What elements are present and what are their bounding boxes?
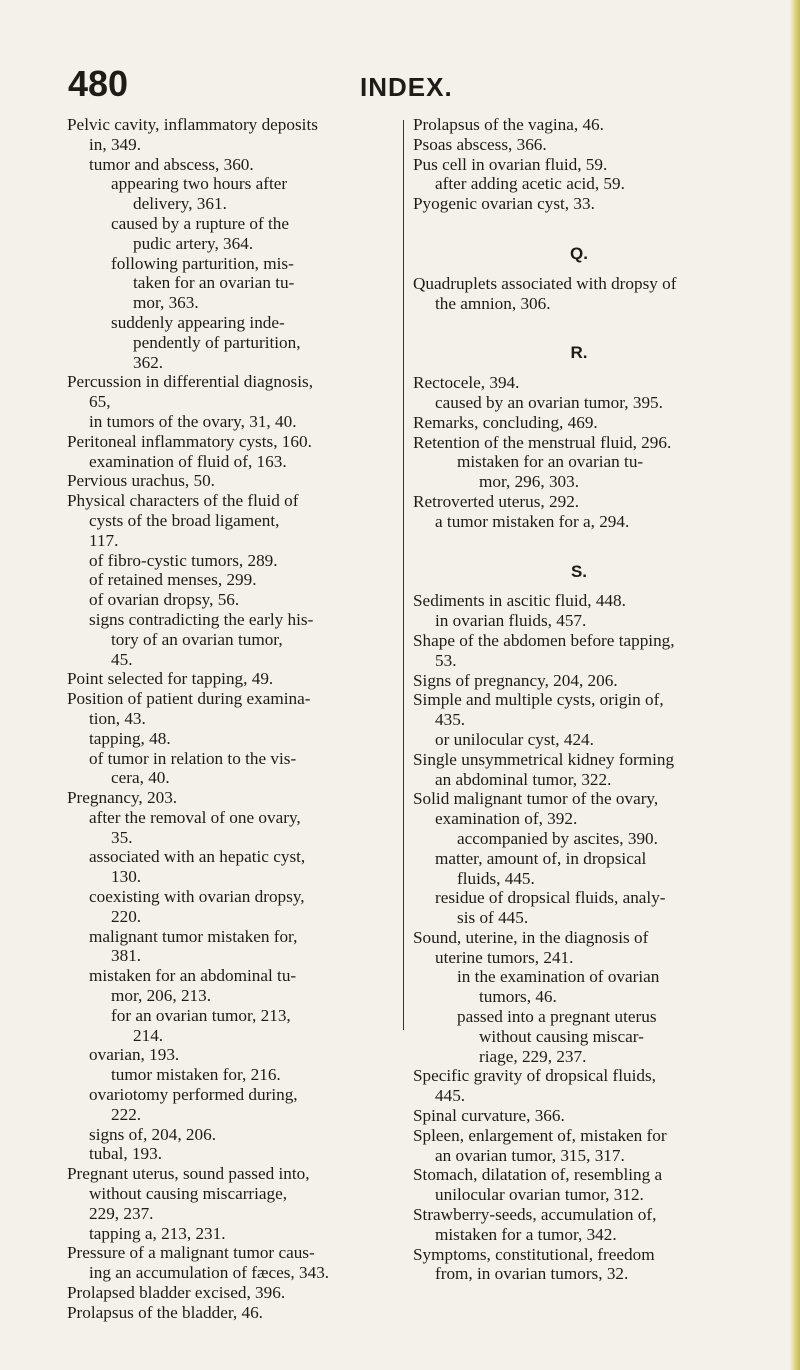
entry-line: Pus cell in ovarian fluid, 59. [413, 154, 608, 174]
entry-line: tumor mistaken for, 216. [111, 1065, 281, 1085]
entry-line: associated with an hepatic cyst, [89, 847, 306, 867]
entry-line: Psoas abscess, 366. [413, 134, 547, 154]
entry-line: tumor and abscess, 360. [89, 154, 254, 174]
page-edge [790, 0, 800, 1370]
entry-line: 35. [111, 827, 133, 847]
entry-line: delivery, 361. [133, 194, 227, 214]
entry-line: sis of 445. [457, 908, 529, 928]
index-entry [413, 115, 745, 135]
entry-line: Pyogenic ovarian cyst, 33. [413, 194, 595, 214]
section-letter: R. [570, 343, 588, 363]
index-entry [413, 1205, 745, 1245]
index-subentry [67, 155, 402, 175]
index-entry [413, 194, 745, 214]
index-subentry [67, 1065, 402, 1085]
index-entry [413, 928, 745, 968]
index-subentry [67, 551, 402, 571]
index-subentry [413, 174, 745, 194]
entry-line: mistaken for an ovarian tu- [457, 452, 644, 472]
entry-line: Peritoneal inflammatory cysts, 160. [67, 431, 312, 451]
index-subentry [67, 254, 402, 313]
index-subentry [413, 452, 745, 492]
index-subentry [67, 1045, 402, 1065]
entry-line: Position of patient during examina- [67, 689, 311, 709]
entry-line: Point selected for tapping, 49. [67, 669, 274, 689]
index-subentry [67, 1085, 402, 1125]
entry-line: an ovarian tumor, 315, 317. [435, 1145, 625, 1165]
entry-line: mor, 206, 213. [111, 986, 212, 1006]
entry-line: Pregnancy, 203. [67, 788, 178, 808]
entry-line: Simple and multiple cysts, origin of, [413, 690, 664, 710]
entry-line: pendently of parturition, [133, 332, 301, 352]
entry-line: cera, 40. [111, 768, 170, 788]
index-subentry [67, 927, 402, 967]
index-entry [67, 372, 402, 412]
entry-line: tion, 43. [89, 708, 146, 728]
page-number: 480 [68, 63, 129, 104]
index-entry [413, 1165, 745, 1205]
index-subentry [413, 829, 745, 849]
entry-line: passed into a pregnant uterus [457, 1007, 657, 1027]
entry-line: 229, 237. [89, 1203, 154, 1223]
index-subentry [413, 888, 745, 928]
entry-line: mor, 296, 303. [479, 472, 580, 492]
index-column-left [67, 115, 402, 1323]
entry-line: malignant tumor mistaken for, [89, 926, 298, 946]
entry-line: ovarian, 193. [89, 1045, 180, 1065]
entry-line: Quadruplets associated with dropsy of [413, 273, 677, 293]
entry-line: Pervious urachus, 50. [67, 471, 215, 491]
index-subentry [413, 611, 745, 631]
entry-line: 53. [435, 650, 457, 670]
entry-line: signs of, 204, 206. [89, 1124, 217, 1144]
entry-line: Shape of the abdomen before tapping, [413, 630, 675, 650]
index-entry [413, 135, 745, 155]
entry-line: after the removal of one ovary, [89, 807, 301, 827]
entry-line: 117. [89, 530, 119, 550]
entry-line: Pelvic cavity, inflammatory deposits [67, 115, 318, 134]
index-entry [67, 1283, 402, 1303]
entry-line: accompanied by ascites, 390. [457, 828, 658, 848]
index-entry [413, 789, 745, 829]
entry-line: tory of an ovarian tumor, [111, 629, 283, 649]
entry-line: caused by an ovarian tumor, 395. [435, 392, 663, 412]
entry-line: Prolapsus of the vagina, 46. [413, 115, 604, 134]
entry-line: examination of, 392. [435, 809, 578, 829]
index-subentry [67, 808, 402, 848]
index-entry [413, 373, 745, 393]
index-entry [413, 155, 745, 175]
entry-line: tapping a, 213, 231. [89, 1223, 226, 1243]
entry-line: without causing miscar- [479, 1026, 644, 1046]
entry-line: Prolapsus of the bladder, 46. [67, 1302, 263, 1322]
entry-line: mistaken for an abdominal tu- [89, 966, 297, 986]
entry-line: 362. [133, 352, 164, 372]
index-subentry [67, 214, 402, 254]
entry-line: Pregnant uterus, sound passed into, [67, 1164, 310, 1184]
entry-line: 45. [111, 649, 133, 669]
index-entry [67, 1303, 402, 1323]
entry-line: Retroverted uterus, 292. [413, 491, 580, 511]
index-entry [67, 115, 402, 155]
entry-line: of tumor in relation to the vis- [89, 748, 297, 768]
index-subentry [413, 730, 745, 750]
index-subentry [413, 512, 745, 532]
entry-line: Sediments in ascitic fluid, 448. [413, 591, 626, 611]
entry-line: Spinal curvature, 366. [413, 1106, 565, 1126]
entry-line: signs contradicting the early his- [89, 609, 314, 629]
entry-line: matter, amount of, in dropsical [435, 848, 647, 868]
index-entry [67, 1164, 402, 1223]
entry-line: an abdominal tumor, 322. [435, 769, 612, 789]
entry-line: of retained menses, 299. [89, 570, 257, 590]
section-letter: S. [570, 561, 588, 581]
index-entry [413, 591, 745, 611]
index-entry [67, 669, 402, 689]
running-head-title: INDEX. [360, 72, 453, 102]
entry-line: unilocular ovarian tumor, 312. [435, 1185, 644, 1205]
index-entry [413, 750, 745, 790]
index-entry [413, 690, 745, 730]
entry-line: 381. [111, 946, 142, 966]
index-entry [413, 492, 745, 512]
entry-line: Prolapsed bladder excised, 396. [67, 1283, 286, 1303]
entry-line: caused by a rupture of the [111, 213, 290, 233]
index-subentry [67, 966, 402, 1006]
entry-line: 130. [111, 867, 142, 887]
entry-line: the amnion, 306. [435, 293, 551, 313]
entry-line: cysts of the broad ligament, [89, 510, 280, 530]
entry-line: Single unsymmetrical kidney forming [413, 749, 675, 769]
entry-line: a tumor mistaken for a, 294. [435, 511, 630, 531]
entry-line: tubal, 193. [89, 1144, 163, 1164]
entry-line: Spleen, enlargement of, mistaken for [413, 1125, 667, 1145]
entry-line: Physical characters of the fluid of [67, 491, 299, 511]
index-entry [413, 274, 745, 314]
entry-line: appearing two hours after [111, 174, 288, 194]
index-entry [413, 631, 745, 671]
entry-line: in ovarian fluids, 457. [435, 611, 587, 631]
index-entry [67, 1243, 402, 1283]
entry-line: taken for an ovarian tu- [133, 273, 295, 293]
entry-line: of fibro-cystic tumors, 289. [89, 550, 278, 570]
entry-line: Solid malignant tumor of the ovary, [413, 789, 659, 809]
index-entry [413, 671, 745, 691]
entry-line: or unilocular cyst, 424. [435, 729, 594, 749]
index-entry [413, 1106, 745, 1126]
index-subentry [67, 590, 402, 610]
entry-line: in the examination of ovarian [457, 967, 660, 987]
index-subentry [67, 887, 402, 927]
entry-line: Signs of pregnancy, 204, 206. [413, 670, 618, 690]
entry-line: following parturition, mis- [111, 253, 294, 273]
entry-line: Rectocele, 394. [413, 373, 520, 393]
entry-line: Stomach, dilatation of, resembling a [413, 1165, 663, 1185]
index-subentry [67, 847, 402, 887]
entry-line: examination of fluid of, 163. [89, 451, 287, 471]
index-entry [413, 433, 745, 453]
entry-line: fluids, 445. [457, 868, 535, 888]
entry-line: suddenly appearing inde- [111, 312, 285, 332]
index-subentry [67, 570, 402, 590]
index-subentry [67, 1144, 402, 1164]
entry-line: Strawberry-seeds, accumulation of, [413, 1205, 657, 1225]
entry-line: Symptoms, constitutional, freedom [413, 1244, 655, 1264]
index-subentry [67, 729, 402, 749]
entry-line: in, 349. [89, 134, 142, 154]
index-subentry [413, 967, 745, 1007]
entry-line: tumors, 46. [479, 987, 557, 1007]
entry-line: for an ovarian tumor, 213, [111, 1005, 291, 1025]
entry-line: pudic artery, 364. [133, 233, 254, 253]
index-entry [67, 689, 402, 729]
entry-line: 65, [89, 392, 111, 412]
entry-line: mistaken for a tumor, 342. [435, 1224, 617, 1244]
index-subentry [67, 610, 402, 669]
index-subentry [67, 1224, 402, 1244]
index-subentry [67, 412, 402, 432]
index-subentry [413, 849, 745, 889]
index-entry [67, 491, 402, 550]
entry-line: from, in ovarian tumors, 32. [435, 1264, 629, 1284]
entry-line: coexisting with ovarian dropsy, [89, 887, 305, 907]
entry-line: mor, 363. [133, 293, 199, 313]
index-entry [413, 413, 745, 433]
entry-line: uterine tumors, 241. [435, 947, 574, 967]
entry-line: 214. [133, 1025, 164, 1045]
index-subentry [67, 1006, 402, 1046]
index-column-right [413, 115, 745, 1284]
entry-line: after adding acetic acid, 59. [435, 174, 625, 194]
entry-line: residue of dropsical fluids, analy- [435, 888, 666, 908]
index-subentry [67, 749, 402, 789]
entry-line: Sound, uterine, in the diagnosis of [413, 927, 649, 947]
index-subentry [67, 313, 402, 372]
entry-line: Retention of the menstrual fluid, 296. [413, 432, 672, 452]
entry-line: Pressure of a malignant tumor caus- [67, 1243, 315, 1263]
entry-line: riage, 229, 237. [479, 1046, 587, 1066]
index-entry [67, 788, 402, 808]
entry-line: ing an accumulation of fæces, 343. [89, 1263, 330, 1283]
entry-line: tapping, 48. [89, 728, 171, 748]
entry-line: Percussion in differential diagnosis, [67, 372, 313, 392]
entry-line: 435. [435, 710, 466, 730]
section-letter: Q. [570, 243, 588, 263]
entry-line: ovariotomy performed during, [89, 1085, 298, 1105]
entry-line: without causing miscarriage, [89, 1184, 288, 1204]
index-subentry [67, 452, 402, 472]
index-subentry [413, 393, 745, 413]
entry-line: 220. [111, 906, 142, 926]
entry-line: 222. [111, 1104, 142, 1124]
column-divider [403, 120, 404, 1030]
index-entry [413, 1066, 745, 1106]
entry-line: Specific gravity of dropsical fluids, [413, 1066, 656, 1086]
index-subentry [67, 1125, 402, 1145]
index-entry [413, 1245, 745, 1285]
index-entry [67, 471, 402, 491]
index-entry [413, 1126, 745, 1166]
entry-line: of ovarian dropsy, 56. [89, 590, 240, 610]
index-subentry [67, 174, 402, 214]
entry-line: 445. [435, 1086, 466, 1106]
index-subentry [413, 1007, 745, 1066]
index-entry [67, 432, 402, 452]
entry-line: Remarks, concluding, 469. [413, 412, 598, 432]
entry-line: in tumors of the ovary, 31, 40. [89, 411, 297, 431]
